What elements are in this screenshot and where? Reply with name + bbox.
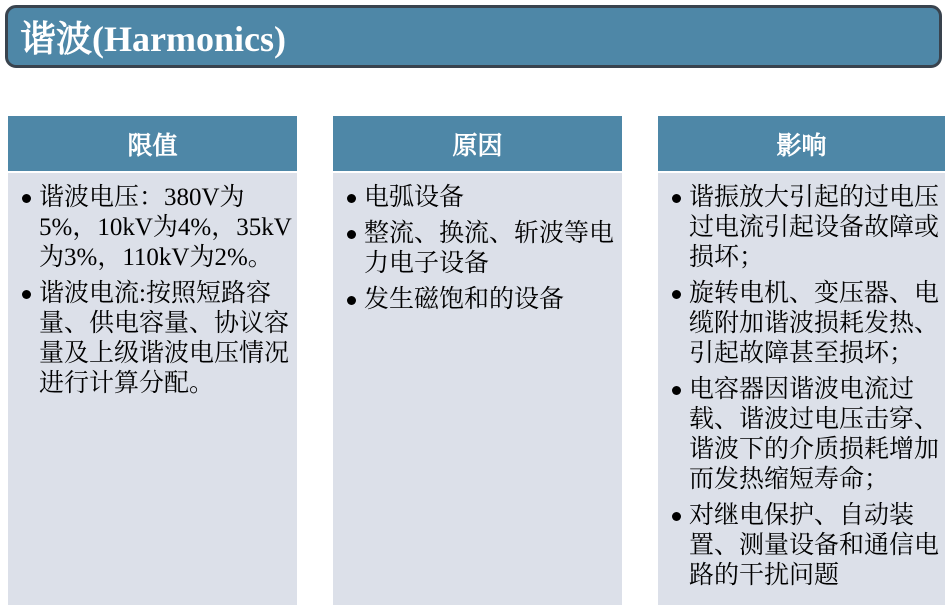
- bullet-icon: [22, 290, 31, 299]
- list-item-text: 发生磁饱和的设备: [364, 286, 565, 313]
- list-item: [664, 501, 943, 591]
- bullet-list: [339, 183, 620, 315]
- list-item: [14, 279, 295, 399]
- column-header-limits: 限值: [8, 116, 297, 173]
- list-item-text: 对继电保护、自动装置、测量设备和通信电路的干扰问题: [689, 502, 940, 589]
- list-item-text: 整流、换流、斩波等电力电子设备: [364, 220, 615, 277]
- bullet-icon: [672, 194, 681, 203]
- list-item-text: 旋转电机、变压器、电缆附加谐波损耗发热、引起故障甚至损坏；: [689, 280, 940, 367]
- list-item: [664, 183, 943, 273]
- list-item: [339, 285, 620, 315]
- list-item: [339, 183, 620, 213]
- page-title: 谐波(Harmonics): [20, 19, 286, 59]
- list-item-text: 谐波电流:按照短路容量、供电容量、协议容量及上级谐波电压情况进行计算分配。: [39, 280, 290, 397]
- bullet-icon: [672, 290, 681, 299]
- list-item-text: 谐振放大引起的过电压过电流引起设备故障或损坏；: [689, 184, 940, 271]
- list-item: [664, 279, 943, 369]
- column-body-effects: [658, 173, 945, 605]
- title-bar: [5, 5, 942, 68]
- bullet-icon: [22, 194, 31, 203]
- bullet-icon: [347, 296, 356, 305]
- column-header-effects: 影响: [658, 116, 945, 173]
- bullet-icon: [672, 512, 681, 521]
- list-item-text: 谐波电压：380V为5%，10kV为4%，35kV为3%，110kV为2%。: [39, 184, 292, 271]
- bullet-list: [14, 183, 295, 399]
- list-item: [339, 219, 620, 279]
- column-effects: [658, 116, 945, 605]
- bullet-icon: [672, 386, 681, 395]
- column-causes: [333, 116, 622, 605]
- column-limits: [8, 116, 297, 605]
- column-body-limits: [8, 173, 297, 605]
- column-body-causes: [333, 173, 622, 605]
- list-item-text: 电弧设备: [364, 184, 465, 211]
- list-item-text: 电容器因谐波电流过载、谐波过电压击穿、谐波下的介质损耗增加而发热缩短寿命；: [689, 376, 940, 493]
- column-header-causes: 原因: [333, 116, 622, 173]
- columns: [0, 116, 951, 605]
- list-item: [14, 183, 295, 273]
- bullet-list: [664, 183, 943, 591]
- bullet-icon: [347, 194, 356, 203]
- list-item: [664, 375, 943, 495]
- bullet-icon: [347, 230, 356, 239]
